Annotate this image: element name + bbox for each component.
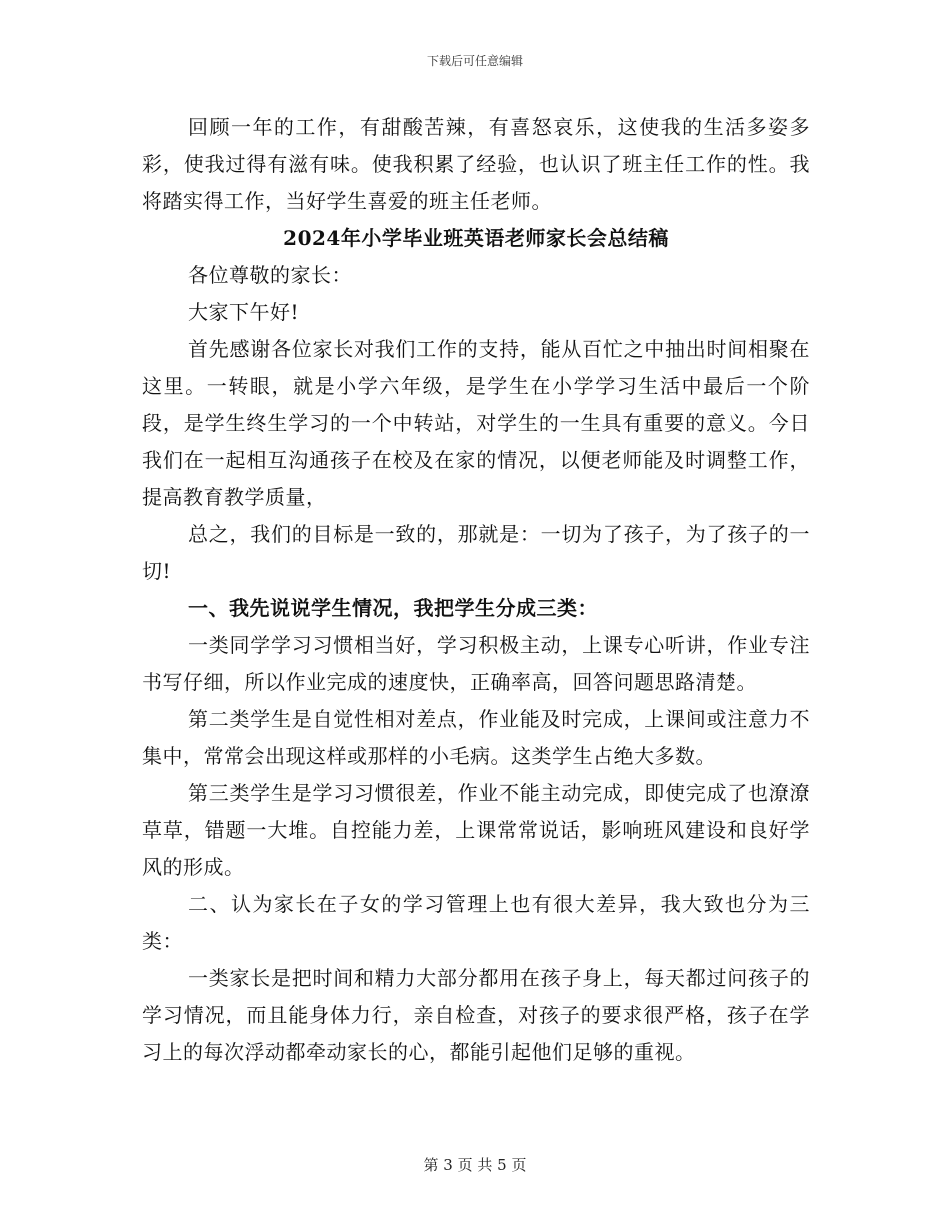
paragraph-goal: 总之，我们的目标是一致的，那就是：一切为了孩子，为了孩子的一切! — [142, 522, 810, 583]
paragraph-review: 回顾一年的工作，有甜酸苦辣，有喜怒哀乐，这使我的生活多姿多彩，使我过得有滋有味。使我积累了经验，也认识了班主任工作的性。我将踏实得工作，当好学生喜爱的班主任老师。 — [142, 115, 810, 213]
paragraph-parent-type-1: 一类家长是把时间和精力大部分都用在孩子身上，每天都过问孩子的学习情况，而且能身体力行，亲自检查，对孩子的要求很严格，孩子在学习上的每次浮动都牵动家长的心，都能引起他们足够的重视。 — [142, 966, 810, 1064]
document-body — [142, 109, 810, 1071]
paragraph-student-type-3: 第三类学生是学习习惯很差，作业不能主动完成，即使完成了也潦潦草草，错题一大堆。自控能力差，上课常常说话，影响班风建设和良好学风的形成。 — [142, 781, 810, 879]
section-heading-parents: 二、认为家长在子女的学习管理上也有很大差异，我大致也分为三类： — [142, 892, 810, 953]
paragraph-student-type-2: 第二类学生是自觉性相对差点，作业能及时完成，上课间或注意力不集中，常常会出现这样或那样的小毛病。这类学生占绝大多数。 — [142, 707, 810, 768]
section-heading-students: 一、我先说说学生情况，我把学生分成三类： — [188, 596, 598, 620]
paragraph-salutation: 各位尊敬的家长： — [188, 263, 352, 287]
paragraph-thanks: 首先感谢各位家长对我们工作的支持，能从百忙之中抽出时间相聚在这里。一转眼，就是小学六年级，是学生在小学学习生活中最后一个阶段，是学生终生学习的一个中转站，对学生的一生具有重要的意义。今日我们在一起相互沟通孩子在校及在家的情况，以便老师能及时调整工作，提高教育教学质量， — [142, 337, 810, 509]
page-header: 下载后可任意编辑 — [426, 54, 523, 68]
paragraph-student-type-1: 一类同学学习习惯相当好，学习积极主动，上课专心听讲，作业专注书写仔细，所以作业完成的速度快，正确率高，回答问题思路清楚。 — [142, 633, 810, 694]
page-footer: 第 3 页 共 5 页 — [423, 1156, 527, 1174]
document-title: 2024年小学毕业班英语老师家长会总结稿 — [283, 226, 669, 250]
paragraph-greeting: 大家下午好! — [188, 300, 300, 324]
